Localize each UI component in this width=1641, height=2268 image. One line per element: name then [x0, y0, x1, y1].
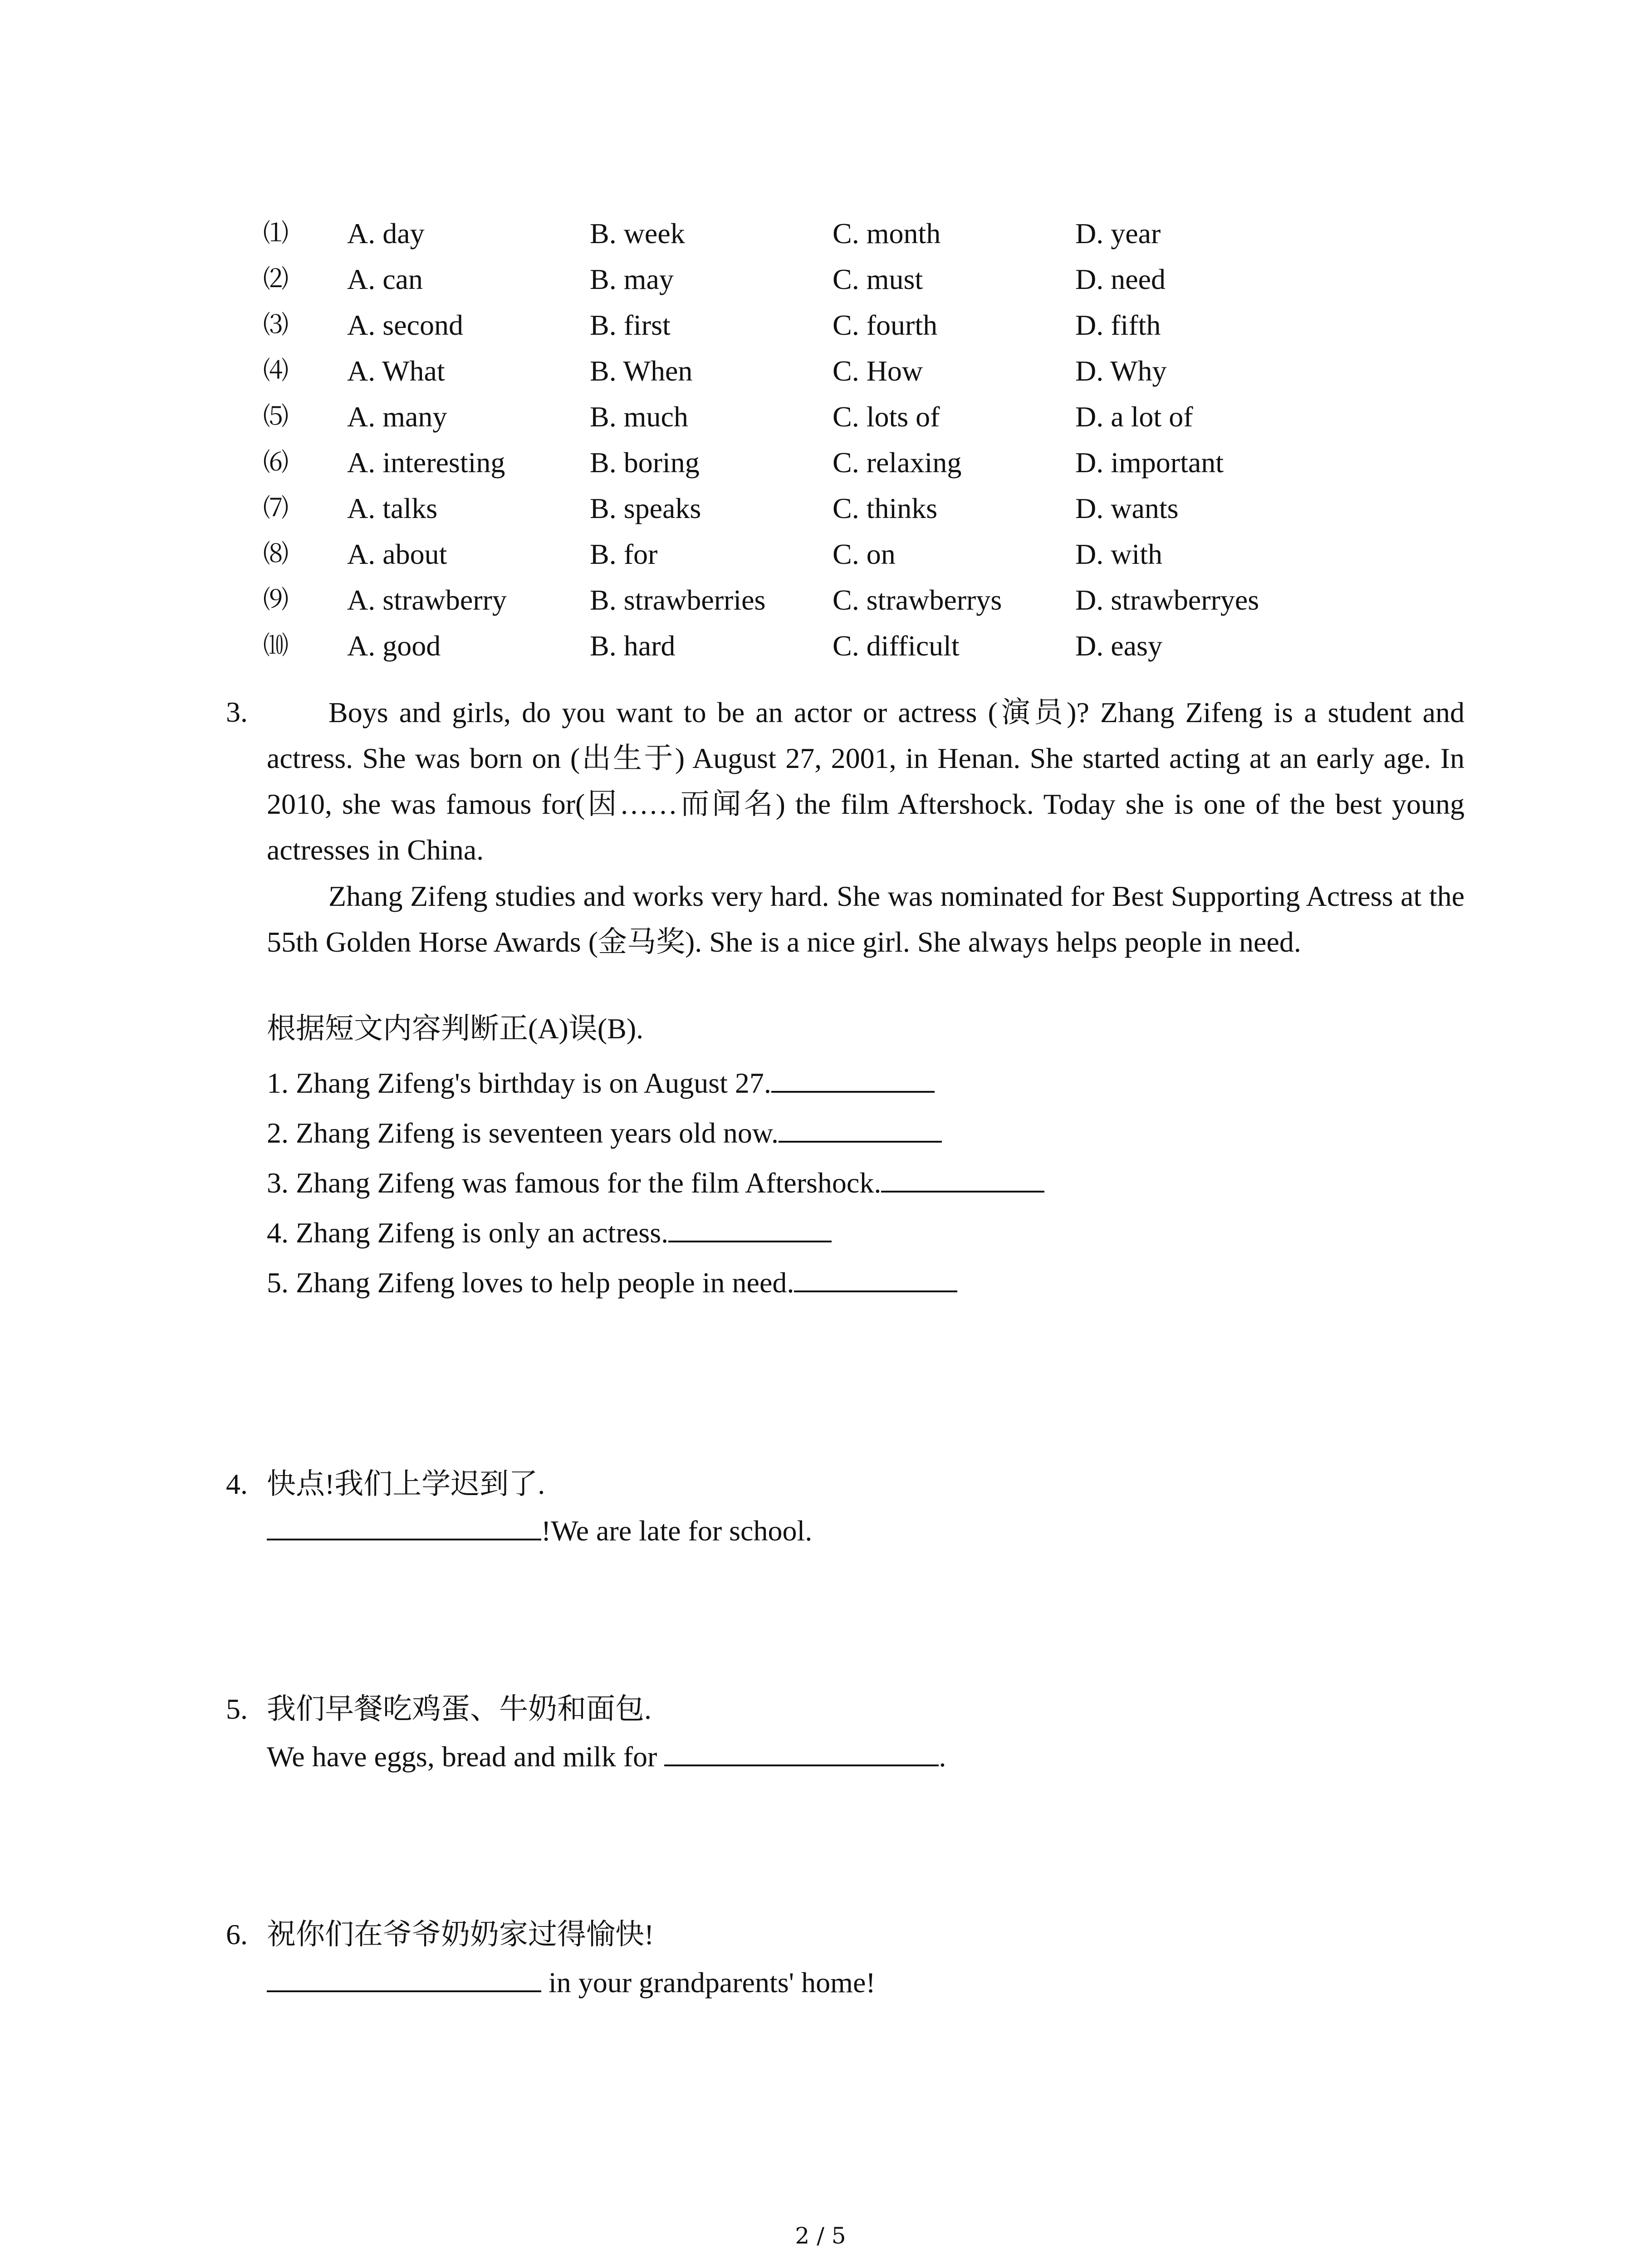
choice-d: D. strawberryes: [1075, 584, 1259, 616]
choice-c: C. must: [833, 263, 923, 295]
statement-text: 2. Zhang Zifeng is seventeen years old now.: [267, 1117, 779, 1149]
choice-b: B. much: [590, 401, 688, 433]
answer-blank[interactable]: [664, 1733, 939, 1766]
statement-3: [267, 1159, 1044, 1206]
true-false-instruction: 根据短文内容判断正(A)误(B).: [267, 1012, 644, 1045]
choice-d: D. year: [1075, 217, 1161, 249]
choice-d: D. fifth: [1075, 309, 1161, 341]
choice-b: B. speaks: [590, 492, 701, 524]
question-5-answer-line: [267, 1733, 946, 1779]
question-4-english: !We are late for school.: [541, 1515, 813, 1547]
statement-5: [267, 1259, 957, 1305]
passage-text-1: Boys and girls, do you want to be an actor or actress (演员)? Zhang Zifeng is a student and actress. She was born on (出生于) August 27, 2001, in Henan. She started acting at an early age. In 2010, she was famous for(因……而闻名) the film Aftershock. Today she is one of the best young actresses in China.: [267, 696, 1465, 866]
choice-d: D. easy: [1075, 630, 1162, 662]
choice-a: A. What: [347, 355, 445, 387]
answer-blank[interactable]: [779, 1109, 942, 1143]
choice-d: D. important: [1075, 446, 1224, 479]
choice-number: ⑹: [263, 449, 289, 477]
page-number: 2 / 5: [795, 2223, 846, 2249]
passage-paragraph-1: [267, 689, 1465, 873]
choice-a: A. talks: [347, 492, 438, 524]
choice-b: B. boring: [590, 446, 700, 479]
question-5-number: 5.: [226, 1693, 248, 1725]
answer-blank[interactable]: [881, 1159, 1044, 1193]
choice-a: A. many: [347, 401, 447, 433]
choice-number: ⑴: [263, 220, 289, 248]
choice-number: ⑶: [263, 311, 289, 339]
statement-text: 3. Zhang Zifeng was famous for the film Aftershock.: [267, 1167, 882, 1199]
statement-2: [267, 1109, 942, 1156]
choice-c: C. on: [833, 538, 896, 570]
choice-b: B. When: [590, 355, 693, 387]
passage-text-2: Zhang Zifeng studies and works very hard. She was nominated for Best Supporting Actress at the 55th Golden Horse Awards (金马奖). She is a nice girl. She always helps people in need.: [267, 880, 1465, 958]
choice-b: B. strawberries: [590, 584, 766, 616]
choice-c: C. thinks: [833, 492, 938, 524]
question-4-number: 4.: [226, 1468, 248, 1500]
choice-b: B. first: [590, 309, 671, 341]
answer-blank[interactable]: [267, 1959, 541, 1992]
choice-d: D. need: [1075, 263, 1166, 295]
question-6-chinese: 祝你们在爷爷奶奶家过得愉快!: [267, 1918, 654, 1950]
choice-number: ⑽: [263, 632, 289, 660]
choice-c: C. difficult: [833, 630, 960, 662]
choice-a: A. second: [347, 309, 463, 341]
choice-c: C. month: [833, 217, 941, 249]
question-5-period: .: [939, 1740, 946, 1773]
choice-a: A. day: [347, 217, 425, 249]
question-6-answer-line: [267, 1959, 876, 2005]
passage-paragraph-2: [267, 873, 1465, 965]
choice-b: B. may: [590, 263, 674, 295]
question-4-chinese: 快点!我们上学迟到了.: [267, 1468, 545, 1500]
choice-number: ⑵: [263, 265, 289, 293]
choice-c: C. lots of: [833, 401, 940, 433]
question-5-english: We have eggs, bread and milk for: [267, 1740, 665, 1773]
question-3-number: 3.: [226, 696, 248, 728]
question-5-chinese: 我们早餐吃鸡蛋、牛奶和面包.: [267, 1693, 652, 1725]
choice-d: D. a lot of: [1075, 401, 1193, 433]
choice-d: D. Why: [1075, 355, 1167, 387]
choice-a: A. good: [347, 630, 441, 662]
choice-a: A. interesting: [347, 446, 505, 479]
choice-c: C. fourth: [833, 309, 938, 341]
question-6-number: 6.: [226, 1918, 248, 1950]
answer-blank[interactable]: [267, 1507, 541, 1540]
answer-blank[interactable]: [668, 1209, 832, 1242]
choice-d: D. with: [1075, 538, 1162, 570]
choice-number: ⑻: [263, 540, 289, 568]
choice-number: ⑸: [263, 403, 289, 431]
choice-a: A. strawberry: [347, 584, 507, 616]
choice-a: A. about: [347, 538, 447, 570]
question-4-answer-line: [267, 1507, 812, 1554]
choice-a: A. can: [347, 263, 423, 295]
choice-number: ⑷: [263, 357, 289, 385]
answer-blank[interactable]: [794, 1259, 957, 1292]
statement-1: [267, 1059, 935, 1106]
choice-c: C. strawberrys: [833, 584, 1002, 616]
statement-text: 5. Zhang Zifeng loves to help people in need.: [267, 1266, 794, 1299]
choice-b: B. week: [590, 217, 685, 249]
choice-b: B. for: [590, 538, 658, 570]
answer-blank[interactable]: [771, 1059, 935, 1093]
choice-number: ⑺: [263, 494, 289, 523]
choice-c: C. relaxing: [833, 446, 962, 479]
question-6-english: in your grandparents' home!: [541, 1966, 876, 1999]
choice-number: ⑼: [263, 586, 289, 614]
choice-b: B. hard: [590, 630, 676, 662]
statement-text: 4. Zhang Zifeng is only an actress.: [267, 1217, 669, 1249]
statement-text: 1. Zhang Zifeng's birthday is on August 27.: [267, 1067, 771, 1099]
choice-d: D. wants: [1075, 492, 1179, 524]
statement-4: [267, 1209, 832, 1256]
choice-c: C. How: [833, 355, 923, 387]
